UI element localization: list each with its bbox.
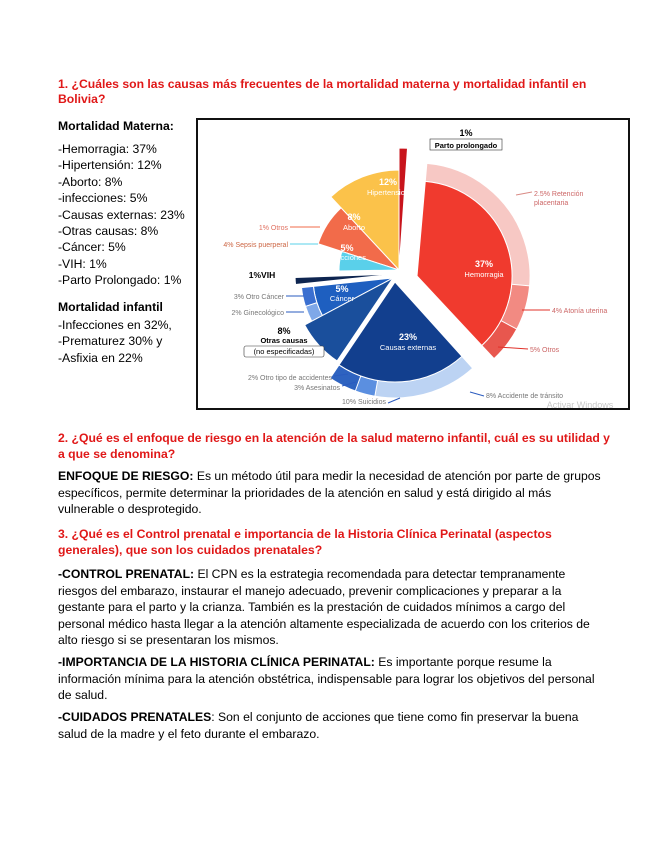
leader-accidente-transito	[470, 392, 484, 396]
materna-list-item: -Cáncer: 5%	[58, 240, 126, 255]
sub-label-retencion: 2.5% Retención	[534, 191, 584, 198]
infantil-list-item: -Asfixia en 22%	[58, 350, 143, 365]
control-prenatal-text: El CPN es la estrategia recomendada para detectar tempranamente riesgos del embarazo, instaurar el manejo adecuado, prevenir complicaciones y preparar a la gestante para el parto y la crianza. También es la prestación de cuidados mínimos a cargo del personal médico hasta llegar a la atención altamente especializada de acuerdo con los criterios de alto riesgo si se presentaran los mismos.	[58, 567, 590, 648]
infantil-list-item: -Prematurez 30% y	[58, 334, 163, 349]
cuidados-prenatales-text: : Son el conjunto de acciones que tiene como fin preservar la buena salud de la madre y el feto durante el embarazo.	[58, 710, 579, 741]
enfoque-riesgo-paragraph	[58, 468, 603, 518]
label-otras-text: Otras causas	[260, 336, 308, 345]
materna-list-item: -Parto Prolongado: 1%	[58, 273, 182, 288]
question-3-title: 3. ¿Qué es el Control prenatal e importancia de la Historia Clínica Perinatal (aspectos generales), que son los cuidados prenatales?	[58, 527, 552, 557]
label-hemorragia-text: Hemorragia	[464, 270, 504, 279]
materna-list-item: -Otras causas: 8%	[58, 224, 159, 239]
label-vih: 1%VIH	[248, 270, 276, 280]
materna-list-item: -Hipertensión: 12%	[58, 158, 162, 173]
watermark-text: Activar Windows	[546, 400, 614, 408]
infantil-list-item: -Infecciones en 32%,	[58, 318, 172, 332]
sub-label-suicidios: 10% Suicidios	[342, 399, 386, 406]
materna-list-item: -infecciones: 5%	[58, 191, 148, 206]
question-2-title: 2. ¿Qué es el enfoque de riesgo en la atención de la salud materno infantil, cuál es su utilidad y a que se denomina?	[58, 431, 610, 461]
sub-label-retencion-2: placentaria	[534, 200, 569, 207]
materna-list	[58, 141, 185, 289]
question-1-title: 1. ¿Cuáles son las causas más frecuentes de la mortalidad materna y mortalidad infantil en Bolivia?	[58, 77, 587, 106]
label-otras-pct: 8%	[277, 326, 291, 336]
sub-label-otros-hem: 5% Otros	[530, 347, 560, 354]
label-parto-pct: 1%	[459, 128, 473, 138]
sub-label-otros-aborto: 1% Otros	[258, 225, 288, 232]
cuidados-prenatales-term: -CUIDADOS PRENATALES	[58, 710, 212, 724]
historia-clinica-term: -IMPORTANCIA DE LA HISTORIA CLÍNICA PERINATAL:	[58, 655, 375, 669]
historia-clinica-text: Es importante porque resume la información mínima para la atención obstétrica, indispensable para lograr los objetivos del personal de salud.	[58, 655, 595, 703]
materna-list-item: -Hemorragia: 37%	[58, 142, 157, 156]
materna-list-item: -Causas externas: 23%	[58, 207, 185, 222]
sub-label-ginecologico: 2% Ginecológico	[231, 310, 284, 317]
label-otras-sub: (no especificadas)	[253, 347, 315, 356]
label-externas-text: Causas externas	[379, 343, 437, 352]
sub-label-asesinatos: 3% Asesinatos	[294, 385, 340, 392]
sub-label-accidente-transito: 8% Accidente de tránsito	[486, 393, 564, 400]
historia-clinica-paragraph	[58, 654, 603, 704]
materna-list-item: -VIH: 1%	[58, 256, 107, 271]
leader-suicidios	[388, 398, 400, 403]
materna-heading: Mortalidad Materna:	[58, 119, 174, 133]
leader-retencion	[516, 192, 532, 195]
label-infecciones-text: Infecciones	[328, 253, 366, 262]
slice-parto-prolongado	[399, 148, 408, 270]
pie-chart-svg	[198, 120, 628, 408]
label-externas-pct: 23%	[398, 332, 418, 342]
infantil-heading: Mortalidad infantil	[58, 300, 163, 314]
infantil-list	[58, 317, 172, 366]
sub-label-otro-accidente: 2% Otro tipo de accidentes	[247, 375, 332, 382]
label-aborto-text: Aborto	[342, 223, 366, 232]
enfoque-riesgo-term: ENFOQUE DE RIESGO:	[58, 469, 194, 483]
label-hipertension-text: Hipertension	[366, 188, 410, 197]
label-aborto-pct: 8%	[347, 212, 361, 222]
label-cancer-pct: 5%	[335, 284, 349, 294]
label-cancer-text: Cáncer	[329, 294, 355, 303]
label-hipertension-pct: 12%	[378, 177, 398, 187]
sub-label-otro-cancer: 3% Otro Cáncer	[233, 294, 284, 301]
label-infecciones-pct: 5%	[340, 243, 354, 253]
control-prenatal-term: -CONTROL PRENATAL:	[58, 567, 195, 581]
sub-label-sepsis: 4% Sepsis puerperal	[223, 242, 288, 249]
label-hemorragia-pct: 37%	[474, 259, 494, 269]
label-parto-text: Parto prolongado	[434, 141, 498, 150]
mortality-pie-chart	[196, 118, 630, 410]
materna-list-item: -Aborto: 8%	[58, 174, 123, 189]
control-prenatal-paragraph	[58, 566, 603, 649]
sub-label-atonia: 4% Atonía uterina	[552, 308, 608, 315]
cuidados-prenatales-paragraph	[58, 709, 603, 742]
enfoque-riesgo-text: Es un método útil para medir la necesidad de atención por parte de grupos específicos, permite determinar la prioridades de la atención en salud y está dirigido al más vulnerable o desprotegido.	[58, 469, 601, 517]
